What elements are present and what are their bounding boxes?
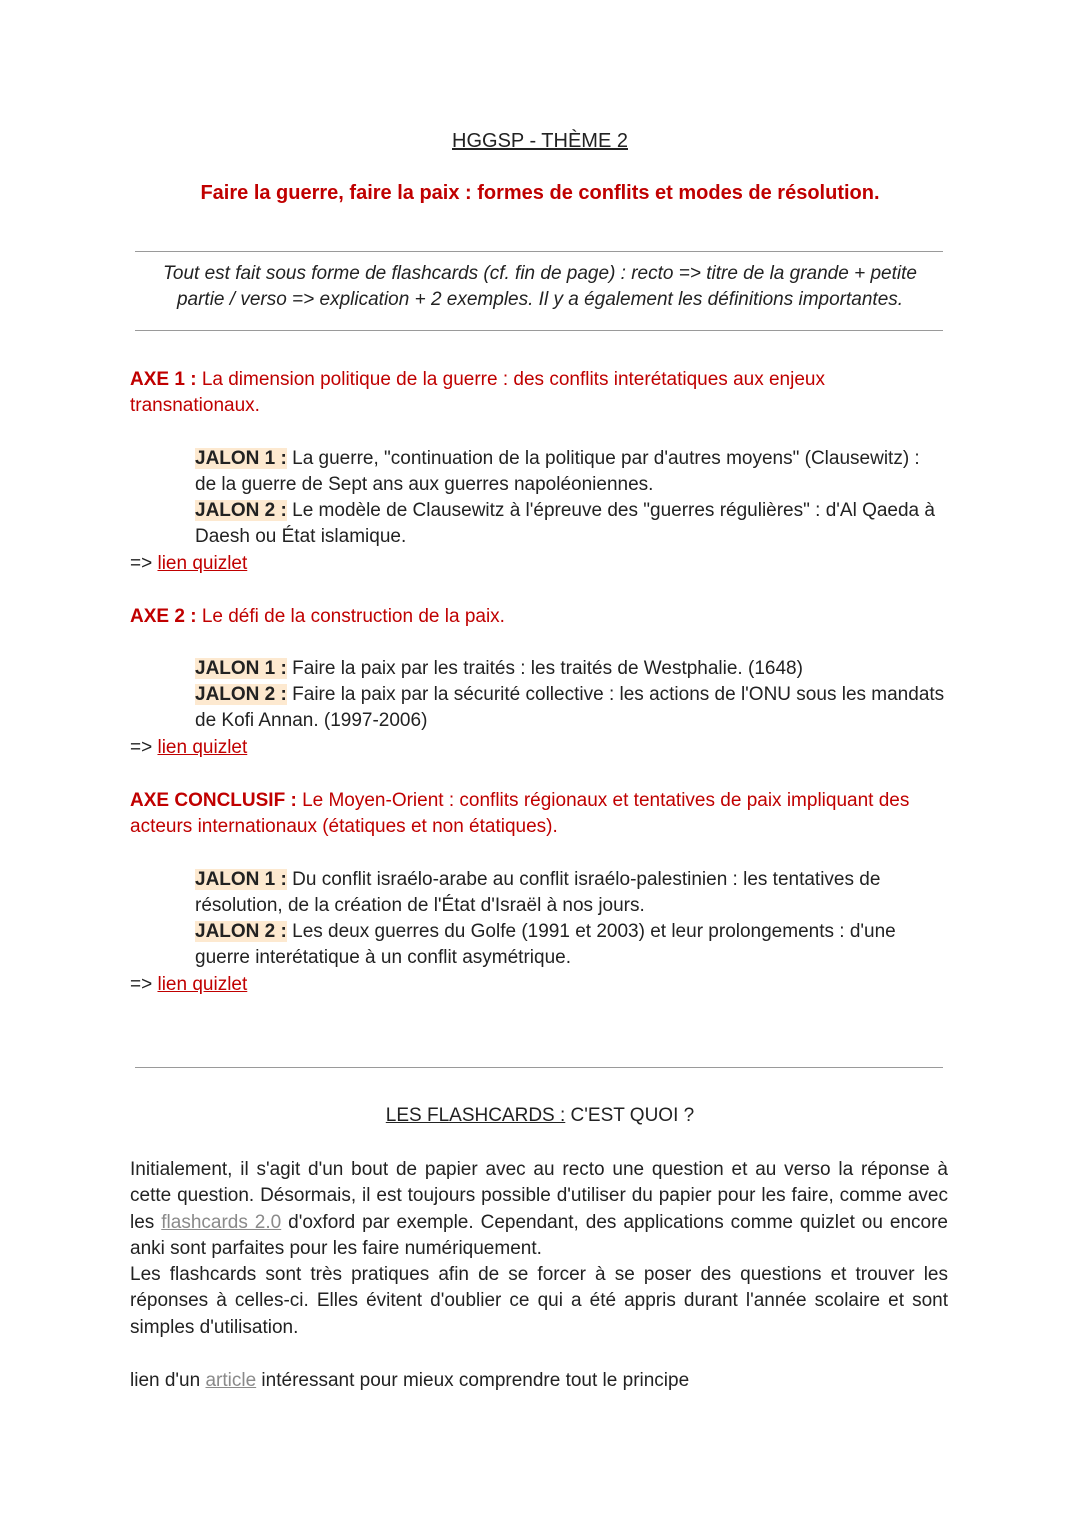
axe-1-quizlet-line <box>130 551 247 577</box>
link-arrow: => <box>130 974 153 995</box>
jalon-label: JALON 1 : <box>195 658 287 679</box>
axe-conclusif-jalons <box>195 867 945 971</box>
jalon-text: Les deux guerres du Golfe (1991 et 2003) et leur prolongements : d'une guerre interétatique à un conflit asymétrique. <box>195 921 896 968</box>
flashcards-explanation <box>130 1157 948 1341</box>
axe-conclusif-heading <box>130 788 955 840</box>
link-arrow: => <box>130 553 153 574</box>
intro-note <box>140 261 940 313</box>
axe-1-heading <box>130 367 955 419</box>
jalon-item <box>195 682 945 734</box>
jalon-label: JALON 1 : <box>195 448 287 469</box>
axe-text: La dimension politique de la guerre : des conflits interétatiques aux enjeux transnationaux. <box>130 369 825 416</box>
paragraph-1-text-b: d'oxford par exemple. Cependant, des applications comme quizlet ou encore anki sont parfaites pour les faire numériquement. <box>130 1211 948 1259</box>
divider-top <box>135 251 943 252</box>
jalon-label: JALON 2 : <box>195 684 287 705</box>
axe-text: Le défi de la construction de la paix. <box>201 606 505 627</box>
axe-text: Le Moyen-Orient : conflits régionaux et tentatives de paix impliquant des acteurs internationaux (étatiques et non étatiques). <box>130 790 910 837</box>
article-line <box>130 1368 689 1394</box>
jalon-item <box>195 919 945 971</box>
axe-label: AXE 2 : <box>130 606 197 627</box>
jalon-item <box>195 656 945 682</box>
jalon-text: La guerre, "continuation de la politique par d'autres moyens" (Clausewitz) : de la guerre de Sept ans aux guerres napoléoniennes. <box>195 448 920 495</box>
jalon-text: Faire la paix par les traités : les traités de Westphalie. (1648) <box>292 658 803 679</box>
article-line-text-a: lien d'un <box>130 1370 206 1391</box>
axe-2-quizlet-line <box>130 735 247 761</box>
jalon-label: JALON 2 : <box>195 921 287 942</box>
divider-intro-bottom <box>135 330 943 331</box>
axe-1-jalons <box>195 446 945 550</box>
document-subtitle: Faire la guerre, faire la paix : formes de conflits et modes de résolution. <box>200 182 880 204</box>
axe-conclusif-quizlet-line <box>130 972 247 998</box>
intro-line-2: partie / verso => explication + 2 exemples. Il y a également les définitions importantes. <box>176 289 904 310</box>
paragraph-1 <box>130 1157 948 1262</box>
jalon-item <box>195 498 945 550</box>
paragraph-2: Les flashcards sont très pratiques afin de se forcer à se poser des questions et trouver les réponses à celles-ci. Elles évitent d'oublier ce qui a été appris durant l'année scolaire et sont simples d'utilisation. <box>130 1264 948 1338</box>
document-title: HGGSP - THÈME 2 <box>452 130 628 152</box>
jalon-label: JALON 2 : <box>195 500 287 521</box>
intro-line-1: Tout est fait sous forme de flashcards (cf. fin de page) : recto => titre de la grande + petite <box>163 263 917 284</box>
flashcards-section-title <box>0 1105 1080 1127</box>
quizlet-link-axe-conclusif[interactable]: lien quizlet <box>157 974 248 995</box>
article-line-text-b: intéressant pour mieux comprendre tout le principe <box>256 1370 690 1391</box>
link-arrow: => <box>130 737 153 758</box>
jalon-item <box>195 867 945 919</box>
jalon-label: JALON 1 : <box>195 869 287 890</box>
axe-2-heading <box>130 604 955 630</box>
paragraph-1-text-a: Initialement, il s'agit d'un bout de papier avec au recto une question et au verso la réponse à cette question. Désormais, il est toujours possible d'utiliser du papier pour les faire, comme avec les <box>130 1159 948 1233</box>
quizlet-link-axe-2[interactable]: lien quizlet <box>157 737 248 758</box>
divider-flashcards <box>135 1067 943 1068</box>
article-link[interactable]: article <box>205 1370 257 1391</box>
jalon-item <box>195 446 945 498</box>
axe-2-jalons <box>195 656 945 734</box>
axe-label: AXE CONCLUSIF : <box>130 790 297 811</box>
axe-label: AXE 1 : <box>130 369 197 390</box>
flashcards-title-underlined: LES FLASHCARDS : <box>385 1105 566 1126</box>
jalon-text: Du conflit israélo-arabe au conflit israélo-palestinien : les tentatives de résolution, de la création de l'État d'Israël à nos jours. <box>195 869 881 916</box>
jalon-text: Le modèle de Clausewitz à l'épreuve des "guerres régulières" : d'Al Qaeda à Daesh ou État islamique. <box>195 500 935 547</box>
flashcards-title-rest: C'EST QUOI ? <box>565 1105 695 1126</box>
quizlet-link-axe-1[interactable]: lien quizlet <box>157 553 248 574</box>
jalon-text: Faire la paix par la sécurité collective : les actions de l'ONU sous les mandats de Kofi Annan. (1997-2006) <box>195 684 945 731</box>
flashcards-2-0-link[interactable]: flashcards 2.0 <box>161 1211 282 1233</box>
